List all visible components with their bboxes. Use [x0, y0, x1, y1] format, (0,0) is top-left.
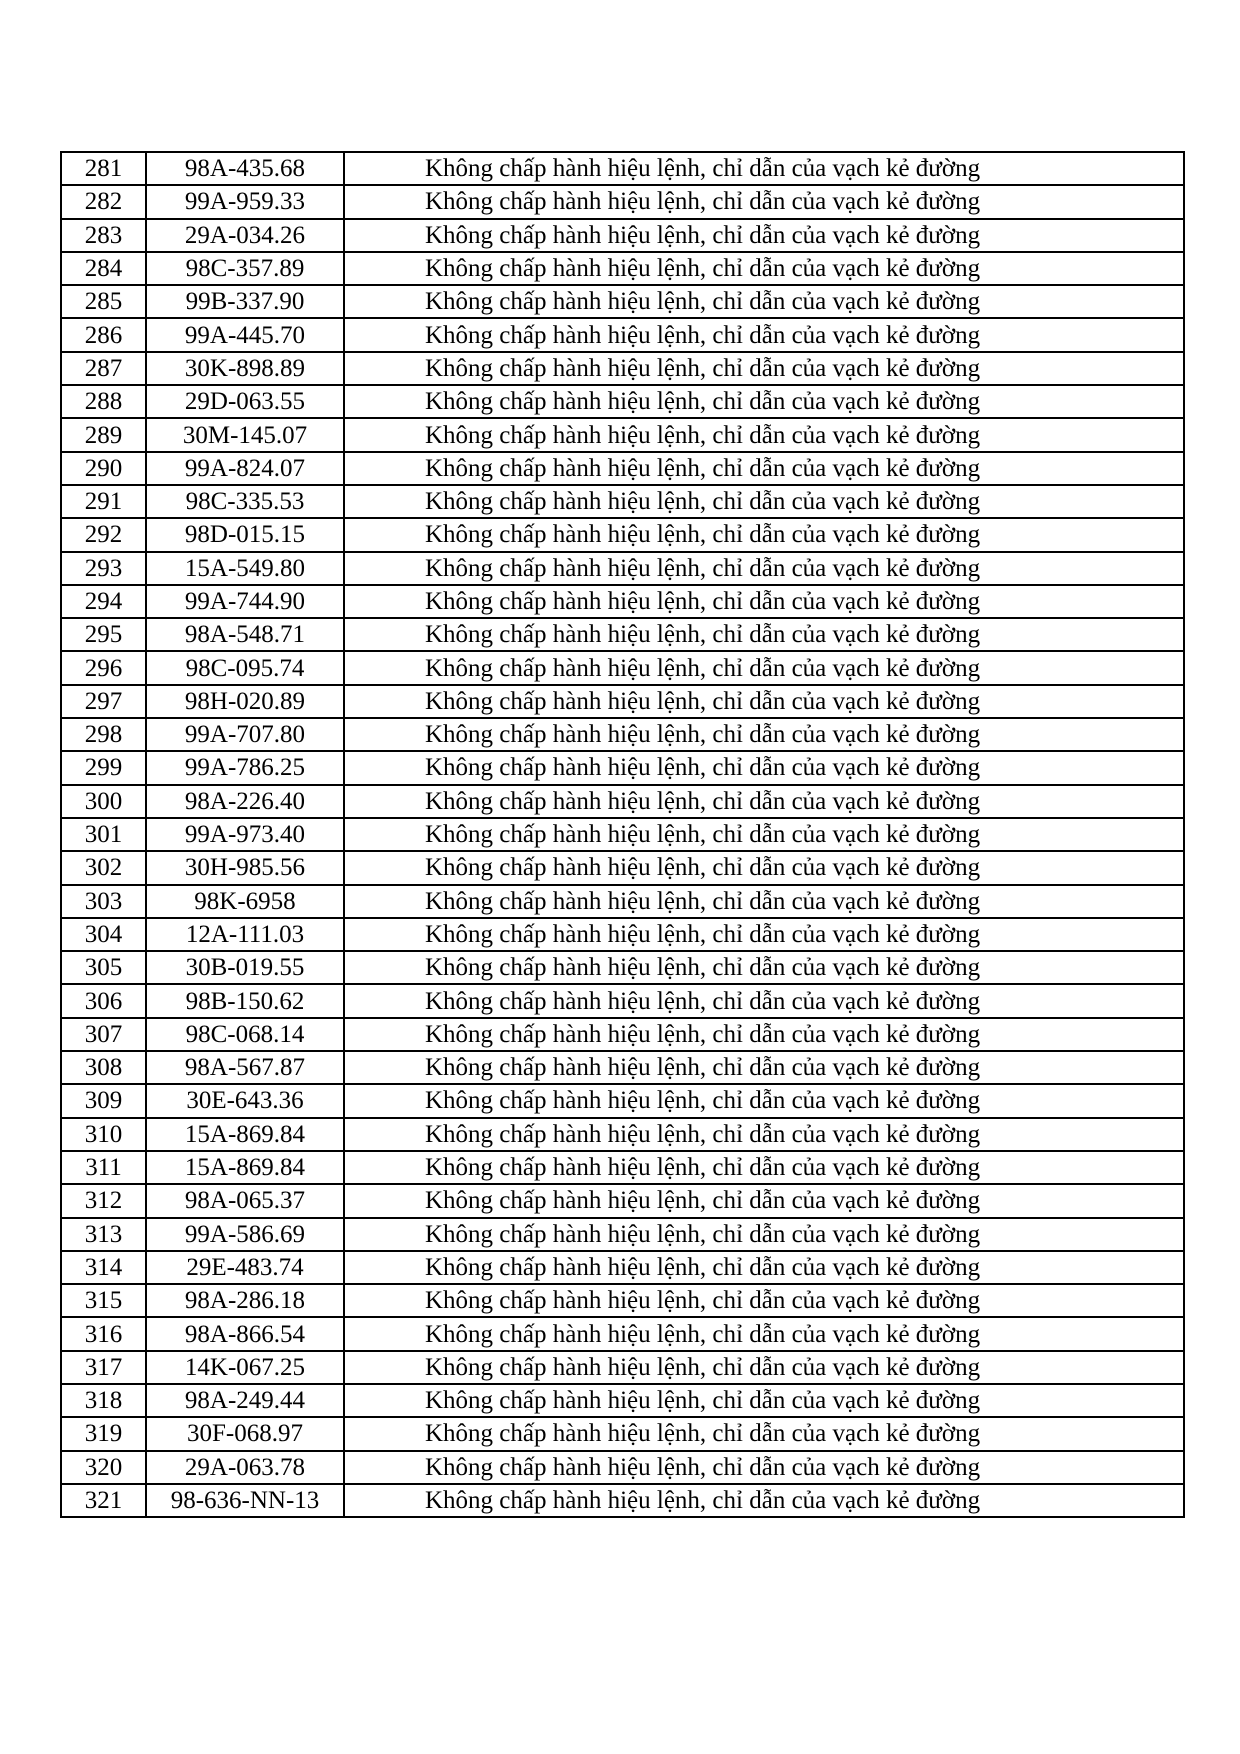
- table-row: [61, 818, 1184, 851]
- table-row: [61, 1284, 1184, 1317]
- row-number-cell: 290: [61, 452, 146, 485]
- table-row: [61, 518, 1184, 551]
- row-number-cell: 299: [61, 751, 146, 784]
- row-number-cell: 308: [61, 1051, 146, 1084]
- violation-cell: Không chấp hành hiệu lệnh, chỉ dẫn của vạch kẻ đường: [344, 318, 1184, 351]
- violation-cell: Không chấp hành hiệu lệnh, chỉ dẫn của vạch kẻ đường: [344, 785, 1184, 818]
- violation-cell: Không chấp hành hiệu lệnh, chỉ dẫn của vạch kẻ đường: [344, 1451, 1184, 1484]
- license-plate-cell: 98A-286.18: [146, 1284, 344, 1317]
- violation-cell: Không chấp hành hiệu lệnh, chỉ dẫn của vạch kẻ đường: [344, 1251, 1184, 1284]
- license-plate-cell: 30E-643.36: [146, 1084, 344, 1117]
- table-row: [61, 851, 1184, 884]
- violation-cell: Không chấp hành hiệu lệnh, chỉ dẫn của vạch kẻ đường: [344, 418, 1184, 451]
- row-number-cell: 313: [61, 1218, 146, 1251]
- license-plate-cell: 15A-869.84: [146, 1118, 344, 1151]
- table-row: [61, 751, 1184, 784]
- license-plate-cell: 99A-586.69: [146, 1218, 344, 1251]
- license-plate-cell: 30F-068.97: [146, 1417, 344, 1450]
- license-plate-cell: 98A-065.37: [146, 1184, 344, 1217]
- row-number-cell: 307: [61, 1018, 146, 1051]
- table-row: [61, 951, 1184, 984]
- table-row: [61, 1184, 1184, 1217]
- license-plate-cell: 99A-973.40: [146, 818, 344, 851]
- row-number-cell: 305: [61, 951, 146, 984]
- violation-table-body: [61, 152, 1184, 1517]
- license-plate-cell: 98A-567.87: [146, 1051, 344, 1084]
- table-row: [61, 452, 1184, 485]
- table-row: [61, 285, 1184, 318]
- row-number-cell: 318: [61, 1384, 146, 1417]
- violation-cell: Không chấp hành hiệu lệnh, chỉ dẫn của vạch kẻ đường: [344, 885, 1184, 918]
- row-number-cell: 294: [61, 585, 146, 618]
- violation-cell: Không chấp hành hiệu lệnh, chỉ dẫn của vạch kẻ đường: [344, 285, 1184, 318]
- table-row: [61, 685, 1184, 718]
- table-row: [61, 1451, 1184, 1484]
- row-number-cell: 284: [61, 252, 146, 285]
- table-row: [61, 219, 1184, 252]
- table-row: [61, 1051, 1184, 1084]
- violation-cell: Không chấp hành hiệu lệnh, chỉ dẫn của vạch kẻ đường: [344, 685, 1184, 718]
- license-plate-cell: 98A-226.40: [146, 785, 344, 818]
- row-number-cell: 317: [61, 1351, 146, 1384]
- table-row: [61, 1417, 1184, 1450]
- row-number-cell: 301: [61, 818, 146, 851]
- table-row: [61, 552, 1184, 585]
- license-plate-cell: 98D-015.15: [146, 518, 344, 551]
- violation-cell: Không chấp hành hiệu lệnh, chỉ dẫn của vạch kẻ đường: [344, 1218, 1184, 1251]
- license-plate-cell: 98A-249.44: [146, 1384, 344, 1417]
- table-row: [61, 318, 1184, 351]
- table-row: [61, 352, 1184, 385]
- license-plate-cell: 99A-744.90: [146, 585, 344, 618]
- license-plate-cell: 15A-549.80: [146, 552, 344, 585]
- row-number-cell: 297: [61, 685, 146, 718]
- row-number-cell: 291: [61, 485, 146, 518]
- license-plate-cell: 30B-019.55: [146, 951, 344, 984]
- violation-cell: Không chấp hành hiệu lệnh, chỉ dẫn của vạch kẻ đường: [344, 818, 1184, 851]
- license-plate-cell: 30H-985.56: [146, 851, 344, 884]
- violation-cell: Không chấp hành hiệu lệnh, chỉ dẫn của vạch kẻ đường: [344, 751, 1184, 784]
- table-row: [61, 1317, 1184, 1350]
- license-plate-cell: 99A-824.07: [146, 452, 344, 485]
- license-plate-cell: 12A-111.03: [146, 918, 344, 951]
- violation-cell: Không chấp hành hiệu lệnh, chỉ dẫn của vạch kẻ đường: [344, 851, 1184, 884]
- violation-cell: Không chấp hành hiệu lệnh, chỉ dẫn của vạch kẻ đường: [344, 385, 1184, 418]
- license-plate-cell: 99A-445.70: [146, 318, 344, 351]
- row-number-cell: 298: [61, 718, 146, 751]
- row-number-cell: 289: [61, 418, 146, 451]
- table-row: [61, 1084, 1184, 1117]
- table-row: [61, 185, 1184, 218]
- row-number-cell: 300: [61, 785, 146, 818]
- violation-cell: Không chấp hành hiệu lệnh, chỉ dẫn của vạch kẻ đường: [344, 984, 1184, 1017]
- violation-cell: Không chấp hành hiệu lệnh, chỉ dẫn của vạch kẻ đường: [344, 452, 1184, 485]
- violation-cell: Không chấp hành hiệu lệnh, chỉ dẫn của vạch kẻ đường: [344, 1051, 1184, 1084]
- row-number-cell: 302: [61, 851, 146, 884]
- violation-cell: Không chấp hành hiệu lệnh, chỉ dẫn của vạch kẻ đường: [344, 252, 1184, 285]
- violation-cell: Không chấp hành hiệu lệnh, chỉ dẫn của vạch kẻ đường: [344, 718, 1184, 751]
- table-row: [61, 152, 1184, 185]
- violation-cell: Không chấp hành hiệu lệnh, chỉ dẫn của vạch kẻ đường: [344, 918, 1184, 951]
- document-page: [60, 151, 1185, 1518]
- license-plate-cell: 99A-707.80: [146, 718, 344, 751]
- violation-table: [60, 151, 1185, 1518]
- license-plate-cell: 29A-034.26: [146, 219, 344, 252]
- license-plate-cell: 29D-063.55: [146, 385, 344, 418]
- table-row: [61, 418, 1184, 451]
- row-number-cell: 316: [61, 1317, 146, 1350]
- violation-cell: Không chấp hành hiệu lệnh, chỉ dẫn của vạch kẻ đường: [344, 152, 1184, 185]
- table-row: [61, 718, 1184, 751]
- violation-cell: Không chấp hành hiệu lệnh, chỉ dẫn của vạch kẻ đường: [344, 518, 1184, 551]
- violation-cell: Không chấp hành hiệu lệnh, chỉ dẫn của vạch kẻ đường: [344, 951, 1184, 984]
- table-row: [61, 1218, 1184, 1251]
- row-number-cell: 314: [61, 1251, 146, 1284]
- violation-cell: Không chấp hành hiệu lệnh, chỉ dẫn của vạch kẻ đường: [344, 352, 1184, 385]
- violation-cell: Không chấp hành hiệu lệnh, chỉ dẫn của vạch kẻ đường: [344, 1084, 1184, 1117]
- row-number-cell: 312: [61, 1184, 146, 1217]
- violation-cell: Không chấp hành hiệu lệnh, chỉ dẫn của vạch kẻ đường: [344, 485, 1184, 518]
- table-row: [61, 252, 1184, 285]
- row-number-cell: 296: [61, 651, 146, 684]
- license-plate-cell: 98A-548.71: [146, 618, 344, 651]
- row-number-cell: 310: [61, 1118, 146, 1151]
- table-row: [61, 1018, 1184, 1051]
- row-number-cell: 283: [61, 219, 146, 252]
- table-row: [61, 651, 1184, 684]
- violation-cell: Không chấp hành hiệu lệnh, chỉ dẫn của vạch kẻ đường: [344, 219, 1184, 252]
- table-row: [61, 1151, 1184, 1184]
- table-row: [61, 385, 1184, 418]
- violation-cell: Không chấp hành hiệu lệnh, chỉ dẫn của vạch kẻ đường: [344, 1351, 1184, 1384]
- row-number-cell: 293: [61, 552, 146, 585]
- violation-cell: Không chấp hành hiệu lệnh, chỉ dẫn của vạch kẻ đường: [344, 1484, 1184, 1517]
- table-row: [61, 1351, 1184, 1384]
- table-row: [61, 885, 1184, 918]
- license-plate-cell: 98H-020.89: [146, 685, 344, 718]
- license-plate-cell: 29A-063.78: [146, 1451, 344, 1484]
- table-row: [61, 1484, 1184, 1517]
- license-plate-cell: 99A-959.33: [146, 185, 344, 218]
- table-row: [61, 485, 1184, 518]
- row-number-cell: 285: [61, 285, 146, 318]
- license-plate-cell: 30M-145.07: [146, 418, 344, 451]
- table-row: [61, 785, 1184, 818]
- violation-cell: Không chấp hành hiệu lệnh, chỉ dẫn của vạch kẻ đường: [344, 1151, 1184, 1184]
- license-plate-cell: 29E-483.74: [146, 1251, 344, 1284]
- license-plate-cell: 98-636-NN-13: [146, 1484, 344, 1517]
- row-number-cell: 288: [61, 385, 146, 418]
- row-number-cell: 320: [61, 1451, 146, 1484]
- row-number-cell: 309: [61, 1084, 146, 1117]
- license-plate-cell: 14K-067.25: [146, 1351, 344, 1384]
- license-plate-cell: 98C-095.74: [146, 651, 344, 684]
- violation-cell: Không chấp hành hiệu lệnh, chỉ dẫn của vạch kẻ đường: [344, 618, 1184, 651]
- table-row: [61, 618, 1184, 651]
- license-plate-cell: 15A-869.84: [146, 1151, 344, 1184]
- row-number-cell: 303: [61, 885, 146, 918]
- license-plate-cell: 98C-357.89: [146, 252, 344, 285]
- violation-cell: Không chấp hành hiệu lệnh, chỉ dẫn của vạch kẻ đường: [344, 1317, 1184, 1350]
- violation-cell: Không chấp hành hiệu lệnh, chỉ dẫn của vạch kẻ đường: [344, 585, 1184, 618]
- violation-cell: Không chấp hành hiệu lệnh, chỉ dẫn của vạch kẻ đường: [344, 1184, 1184, 1217]
- table-row: [61, 918, 1184, 951]
- violation-cell: Không chấp hành hiệu lệnh, chỉ dẫn của vạch kẻ đường: [344, 1417, 1184, 1450]
- violation-cell: Không chấp hành hiệu lệnh, chỉ dẫn của vạch kẻ đường: [344, 1284, 1184, 1317]
- row-number-cell: 281: [61, 152, 146, 185]
- row-number-cell: 287: [61, 352, 146, 385]
- row-number-cell: 286: [61, 318, 146, 351]
- row-number-cell: 319: [61, 1417, 146, 1450]
- violation-cell: Không chấp hành hiệu lệnh, chỉ dẫn của vạch kẻ đường: [344, 552, 1184, 585]
- row-number-cell: 292: [61, 518, 146, 551]
- row-number-cell: 304: [61, 918, 146, 951]
- violation-cell: Không chấp hành hiệu lệnh, chỉ dẫn của vạch kẻ đường: [344, 1118, 1184, 1151]
- license-plate-cell: 98B-150.62: [146, 984, 344, 1017]
- table-row: [61, 984, 1184, 1017]
- row-number-cell: 295: [61, 618, 146, 651]
- violation-cell: Không chấp hành hiệu lệnh, chỉ dẫn của vạch kẻ đường: [344, 1384, 1184, 1417]
- license-plate-cell: 98A-435.68: [146, 152, 344, 185]
- license-plate-cell: 98C-335.53: [146, 485, 344, 518]
- row-number-cell: 282: [61, 185, 146, 218]
- license-plate-cell: 98K-6958: [146, 885, 344, 918]
- violation-cell: Không chấp hành hiệu lệnh, chỉ dẫn của vạch kẻ đường: [344, 651, 1184, 684]
- row-number-cell: 306: [61, 984, 146, 1017]
- violation-cell: Không chấp hành hiệu lệnh, chỉ dẫn của vạch kẻ đường: [344, 185, 1184, 218]
- table-row: [61, 1118, 1184, 1151]
- violation-cell: Không chấp hành hiệu lệnh, chỉ dẫn của vạch kẻ đường: [344, 1018, 1184, 1051]
- license-plate-cell: 30K-898.89: [146, 352, 344, 385]
- row-number-cell: 311: [61, 1151, 146, 1184]
- table-row: [61, 1384, 1184, 1417]
- row-number-cell: 315: [61, 1284, 146, 1317]
- table-row: [61, 1251, 1184, 1284]
- table-row: [61, 585, 1184, 618]
- row-number-cell: 321: [61, 1484, 146, 1517]
- license-plate-cell: 99B-337.90: [146, 285, 344, 318]
- license-plate-cell: 99A-786.25: [146, 751, 344, 784]
- license-plate-cell: 98C-068.14: [146, 1018, 344, 1051]
- license-plate-cell: 98A-866.54: [146, 1317, 344, 1350]
